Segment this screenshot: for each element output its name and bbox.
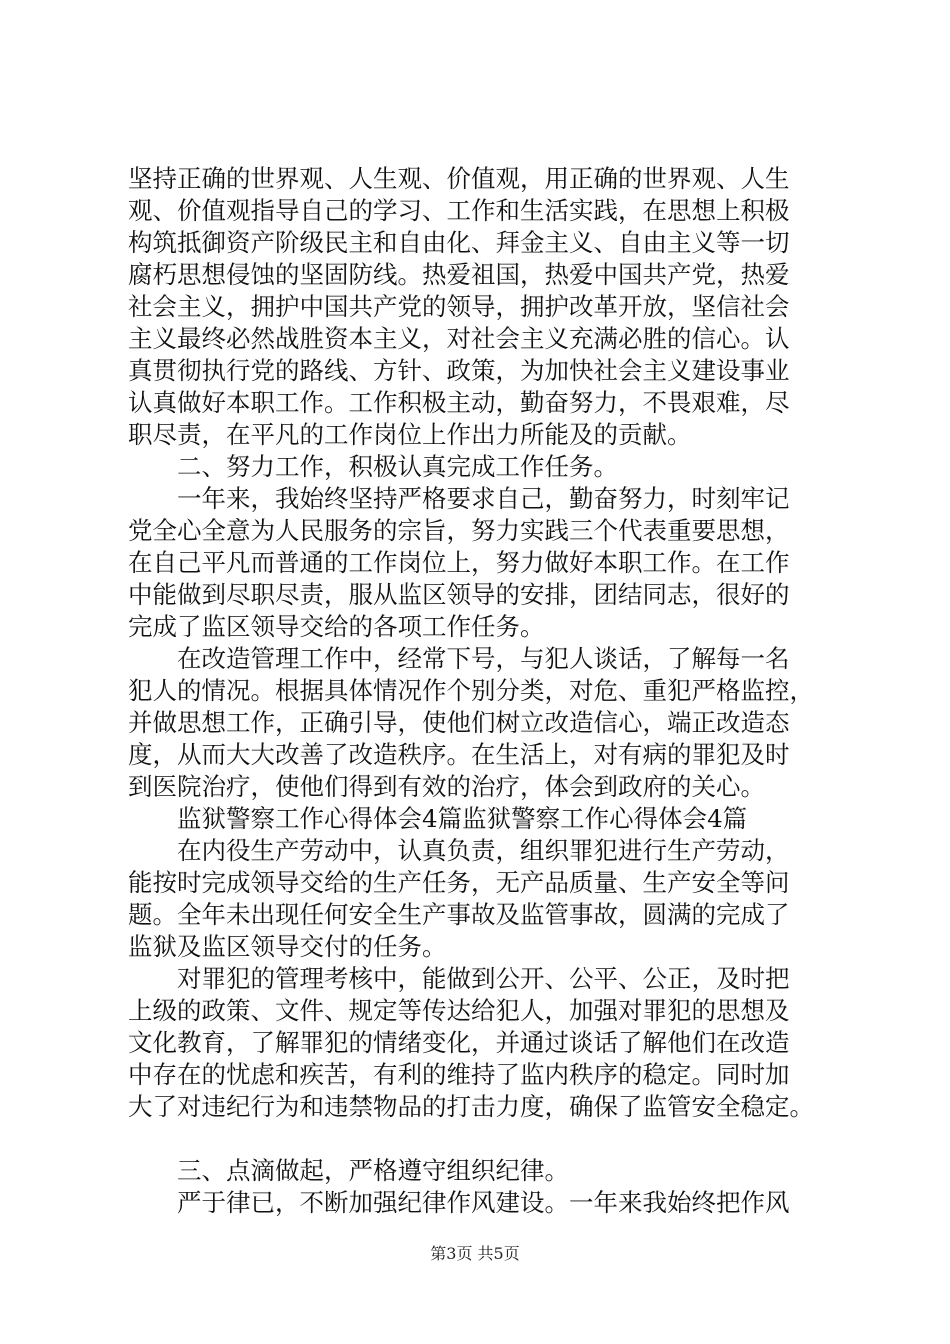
- text-line: 真贯彻执行党的路线、方针、政策，为加快社会主义建设事业: [128, 356, 790, 385]
- text-line: 并做思想工作，正确引导，使他们树立改造信心，端正改造态: [128, 708, 790, 737]
- text-line: 文化教育，了解罪犯的情绪变化，并通过谈话了解他们在改造: [128, 1028, 790, 1057]
- paragraphs-section-three: [128, 1155, 840, 1219]
- text-line: 到医院治疗，使他们得到有效的治疗，体会到政府的关心。: [128, 772, 765, 801]
- text-line: 度，从而大大改善了改造秩序。在生活上，对有病的罪犯及时: [128, 740, 790, 769]
- text-line: 一年来，我始终坚持严格要求自己，勤奋努力，时刻牢记: [128, 484, 790, 513]
- text-line: 认真做好本职工作。工作积极主动，勤奋努力，不畏艰难，尽: [128, 388, 790, 417]
- text-line: 上级的政策、文件、规定等传达给犯人，加强对罪犯的思想及: [128, 996, 790, 1025]
- text-line: 中存在的忧虑和疾苦，有利的维持了监内秩序的稳定。同时加: [128, 1060, 790, 1089]
- paragraphs-section-one-two: [128, 163, 840, 1123]
- text-line: 中能做到尽职尽责，服从监区领导的安排，团结同志，很好的: [128, 580, 790, 609]
- text-line: 大了对违纪行为和违禁物品的打击力度，确保了监管安全稳定。: [128, 1092, 814, 1121]
- text-line: 题。全年未出现任何安全生产事故及监管事故，圆满的完成了: [128, 900, 790, 929]
- text-line: 观、价值观指导自己的学习、工作和生活实践，在思想上积极: [128, 196, 790, 225]
- text-line: 构筑抵御资产阶级民主和自由化、拜金主义、自由主义等一切: [128, 228, 790, 257]
- text-line: 监狱及监区领导交付的任务。: [128, 932, 447, 961]
- text-line: 严于律已，不断加强纪律作风建设。一年来我始终把作风: [128, 1188, 790, 1217]
- text-line: 能按时完成领导交给的生产任务，无产品质量、生产安全等问: [128, 868, 790, 897]
- body-text: [128, 163, 840, 1219]
- text-line: 三、点滴做起，严格遵守组织纪律。: [128, 1156, 569, 1185]
- text-line: 二、努力工作，积极认真完成工作任务。: [128, 452, 618, 481]
- text-line: 坚持正确的世界观、人生观、价值观，用正确的世界观、人生: [128, 164, 790, 193]
- page-number-footer: 第3页 共5页: [430, 1244, 520, 1263]
- text-line: 在内役生产劳动中，认真负责，组织罪犯进行生产劳动，: [128, 836, 790, 865]
- text-line: 完成了监区领导交给的各项工作任务。: [128, 612, 545, 641]
- text-line: 主义最终必然战胜资本主义，对社会主义充满必胜的信心。认: [128, 324, 790, 353]
- text-line: 对罪犯的管理考核中，能做到公开、公平、公正，及时把: [128, 964, 790, 993]
- text-line: 社会主义，拥护中国共产党的领导，拥护改革开放，坚信社会: [128, 292, 790, 321]
- text-line: 监狱警察工作心得体会4篇监狱警察工作心得体会4篇: [128, 804, 748, 833]
- text-line: 职尽责，在平凡的工作岗位上作出力所能及的贡献。: [128, 420, 692, 449]
- text-line: 在自己平凡而普通的工作岗位上，努力做好本职工作。在工作: [128, 548, 790, 577]
- text-line: 犯人的情况。根据具体情况作个别分类，对危、重犯严格监控，: [128, 676, 814, 705]
- text-line: 在改造管理工作中，经常下号，与犯人谈话，了解每一名: [128, 644, 790, 673]
- paragraph-gap: [128, 1123, 840, 1155]
- text-line: 腐朽思想侵蚀的坚固防线。热爱祖国，热爱中国共产党，热爱: [128, 260, 790, 289]
- text-line: 党全心全意为人民服务的宗旨，努力实践三个代表重要思想，: [128, 516, 790, 545]
